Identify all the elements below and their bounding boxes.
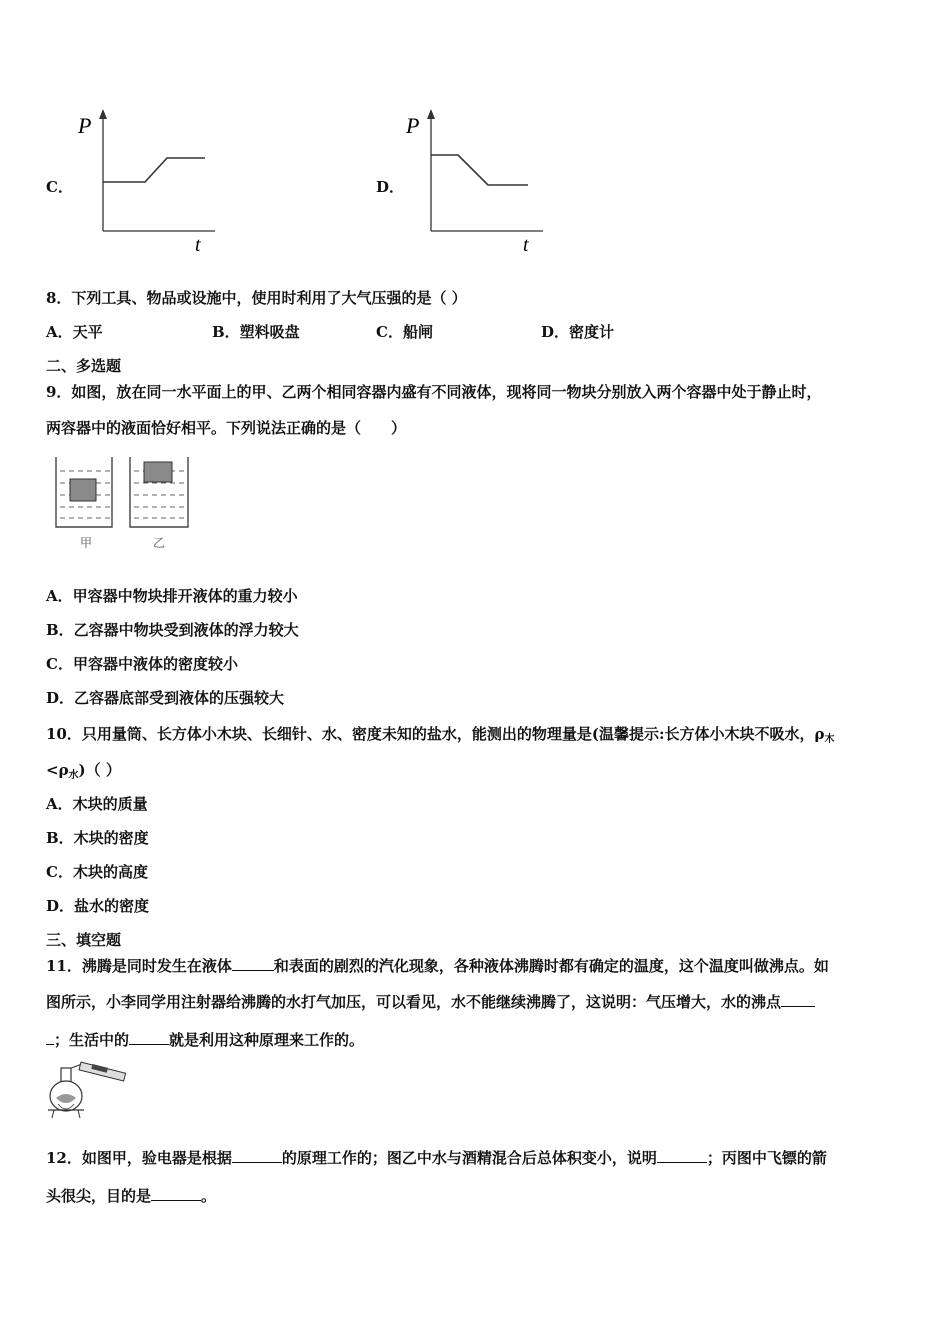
q12-blank-1[interactable] (232, 1149, 282, 1163)
q12-text-1: 12．如图甲，验电器是根据 (46, 1149, 232, 1167)
q10-stem-line2 (46, 759, 121, 781)
q11-text-5: 就是利用这种原理来工作的。 (169, 1031, 365, 1049)
graph-d (398, 105, 548, 255)
q11-text-4: ；生活中的 (54, 1031, 130, 1049)
q10-line2-start: <ρ (46, 761, 69, 779)
graph-d-x-label: t (523, 234, 529, 255)
q11-syringe-boiling-figure (44, 1060, 134, 1120)
q9-option-c: C．甲容器中液体的密度较小 (46, 655, 238, 673)
q8-stem: 8．下列工具、物品或设施中，使用时利用了大气压强的是（ ） (46, 289, 467, 307)
q10-option-d: D．盐水的密度 (46, 897, 150, 915)
section-title-fill-in: 三、填空题 (46, 931, 122, 949)
q9-option-a: A．甲容器中物块排开液体的重力较小 (46, 587, 298, 605)
q10-stem-text: 10．只用量筒、长方体小木块、长细针、水、密度未知的盐水，能测出的物理量是(温馨提示:长方体小木块不吸水，ρ (46, 725, 825, 743)
q8-option-c: C．船闸 (376, 323, 433, 341)
q11-blank-1[interactable] (232, 957, 274, 971)
q12-text-2: 的原理工作的；图乙中水与酒精混合后总体积变小，说明 (281, 1149, 657, 1167)
q9-figure-label-jia: 甲 (80, 536, 93, 550)
q11-line3 (46, 1029, 364, 1050)
q9-stem-line2: 两容器中的液面恰好相平。下列说法正确的是（ ） (46, 419, 407, 437)
q10-option-a: A．木块的质量 (46, 795, 148, 813)
q11-line1 (46, 955, 829, 976)
q11-blank-2a[interactable] (781, 993, 815, 1007)
q10-stem-line1 (46, 723, 835, 745)
q12-blank-2[interactable] (657, 1149, 707, 1163)
q10-option-c: C．木块的高度 (46, 863, 148, 881)
q10-option-b: B．木块的密度 (46, 829, 149, 847)
q12-line2 (46, 1185, 216, 1206)
q11-text-1: 11．沸腾是同时发生在液体 (46, 957, 232, 975)
q10-line2-end: )（ ） (78, 761, 121, 779)
q11-text-3: 图所示，小李同学用注射器给沸腾的水打气加压，可以看见，水不能继续沸腾了，这说明：气压增大，水的沸点 (46, 993, 782, 1011)
graph-c-y-label: P (78, 113, 92, 138)
q8-option-a: A．天平 (46, 323, 103, 341)
q9-figure-label-yi: 乙 (153, 536, 166, 550)
q9-option-d: D．乙容器底部受到液体的压强较大 (46, 689, 285, 707)
q10-rho-water-sub: 水 (68, 770, 79, 781)
q12-text-4: 头很尖，目的是 (46, 1187, 152, 1205)
q9-stem-line1: 9．如图，放在同一水平面上的甲、乙两个相同容器内盛有不同液体，现将同一物块分别放入两个容器中处于静止时， (46, 383, 822, 401)
graph-c-label: C． (46, 178, 73, 196)
graph-c-x-label: t (195, 234, 201, 255)
q11-blank-3[interactable] (129, 1031, 169, 1045)
graph-d-label: D． (376, 178, 405, 196)
q12-text-5: 。 (201, 1187, 217, 1205)
q9-container-figure (50, 455, 200, 555)
q11-text-2: 和表面的剧烈的汽化现象，各种液体沸腾时都有确定的温度，这个温度叫做沸点。如 (273, 957, 829, 975)
q8-option-d: D．密度计 (541, 323, 615, 341)
q11-blank-2b[interactable] (46, 1031, 54, 1045)
q12-text-3: ；丙图中飞镖的箭 (706, 1149, 827, 1167)
q10-rho-wood-sub: 木 (824, 734, 835, 745)
q9-option-b: B．乙容器中物块受到液体的浮力较大 (46, 621, 299, 639)
q11-line2 (46, 991, 815, 1012)
q8-option-b: B．塑料吸盘 (212, 323, 300, 341)
section-title-multiple-choice: 二、多选题 (46, 357, 122, 375)
graph-d-y-label: P (406, 113, 420, 138)
q12-blank-3[interactable] (151, 1187, 201, 1201)
graph-c (70, 105, 220, 255)
q12-line1 (46, 1147, 827, 1168)
